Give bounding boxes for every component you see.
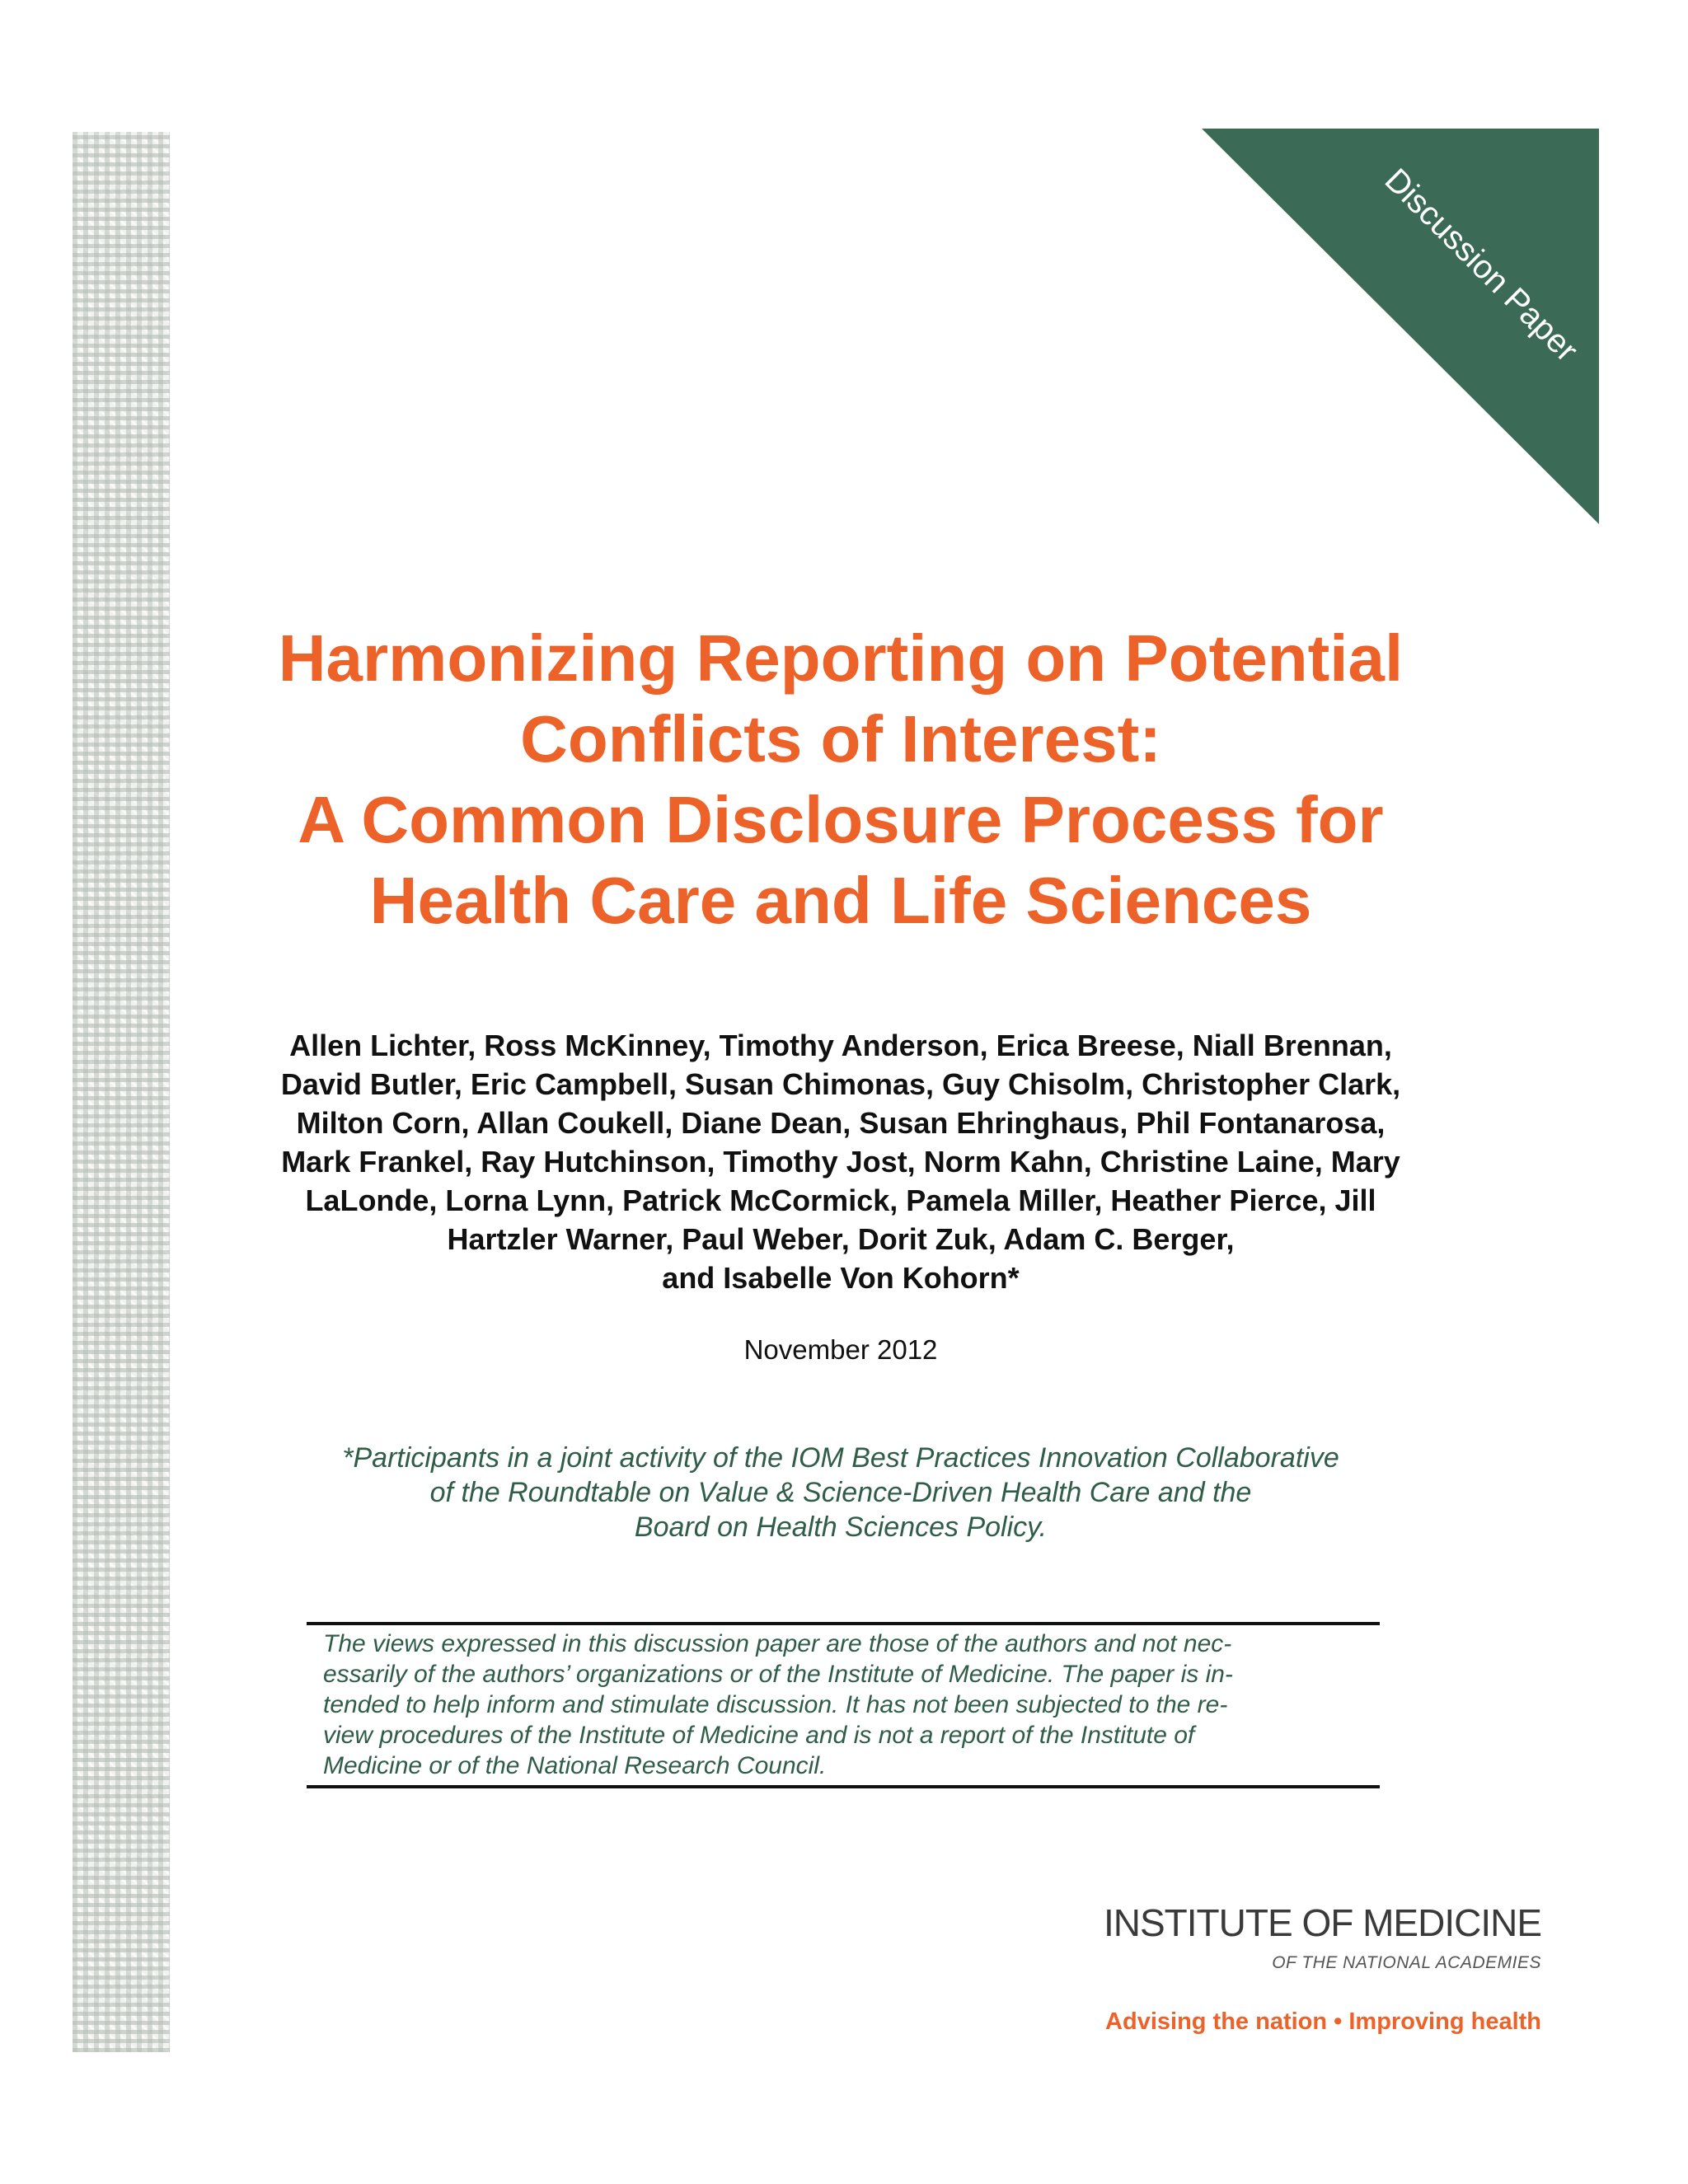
disclaimer-box — [307, 1622, 1380, 1788]
title-line: Conflicts of Interest: — [520, 702, 1161, 776]
author-line: Milton Corn, Allan Coukell, Diane Dean, Susan Ehringhaus, Phil Fontanarosa, — [296, 1106, 1386, 1140]
participants-line: Board on Health Sciences Policy. — [634, 1511, 1048, 1543]
publisher-logo-block — [973, 1900, 1541, 2038]
participants-line: *Participants in a joint activity of the IOM Best Practices Innovation Collaborative — [342, 1442, 1339, 1474]
title-line: A Common Disclosure Process for — [298, 783, 1384, 856]
author-line: Hartzler Warner, Paul Weber, Dorit Zuk, Adam C. Berger, — [447, 1222, 1235, 1256]
title-line: Health Care and Life Sciences — [369, 864, 1312, 937]
author-line: David Butler, Eric Campbell, Susan Chimonas, Guy Chisolm, Christopher Clark, — [280, 1067, 1401, 1101]
disclaimer-line: view procedures of the Institute of Medicine and is not a report of the Institute of — [323, 1722, 1195, 1749]
publisher-name: INSTITUTE OF MEDICINE — [1104, 1901, 1541, 1944]
author-line: Allen Lichter, Ross McKinney, Timothy Anderson, Erica Breese, Niall Brennan, — [289, 1029, 1392, 1062]
ribbon-label: Discussion Paper — [1377, 162, 1585, 369]
discussion-paper-ribbon — [1202, 129, 1599, 524]
decorative-side-band — [73, 132, 170, 2052]
disclaimer-line: tended to help inform and stimulate discussion. It has not been subjected to the re- — [323, 1691, 1228, 1718]
title-line: Harmonizing Reporting on Potential — [278, 621, 1404, 695]
publisher-tagline: Advising the nation • Improving health — [1105, 2008, 1541, 2035]
disclaimer-line: The views expressed in this discussion paper are those of the authors and not nec- — [323, 1630, 1232, 1657]
disclaimer-line: essarily of the authors’ organizations or of the Institute of Medicine. The paper is in- — [323, 1661, 1233, 1688]
participants-line: of the Roundtable on Value & Science-Driven Health Care and the — [429, 1477, 1252, 1508]
author-line: Mark Frankel, Ray Hutchinson, Timothy Jost, Norm Kahn, Christine Laine, Mary — [281, 1145, 1400, 1179]
disclaimer-line: Medicine or of the National Research Council. — [323, 1752, 827, 1779]
author-line: and Isabelle Von Kohorn* — [662, 1261, 1020, 1295]
participants-note — [247, 1441, 1434, 1544]
author-list — [198, 1026, 1484, 1297]
publisher-subtitle: OF THE NATIONAL ACADEMIES — [1272, 1953, 1541, 1972]
author-line: LaLonde, Lorna Lynn, Patrick McCormick, Pamela Miller, Heather Pierce, Jill — [305, 1183, 1376, 1217]
document-title — [206, 618, 1475, 941]
publication-date: November 2012 — [743, 1334, 938, 1365]
